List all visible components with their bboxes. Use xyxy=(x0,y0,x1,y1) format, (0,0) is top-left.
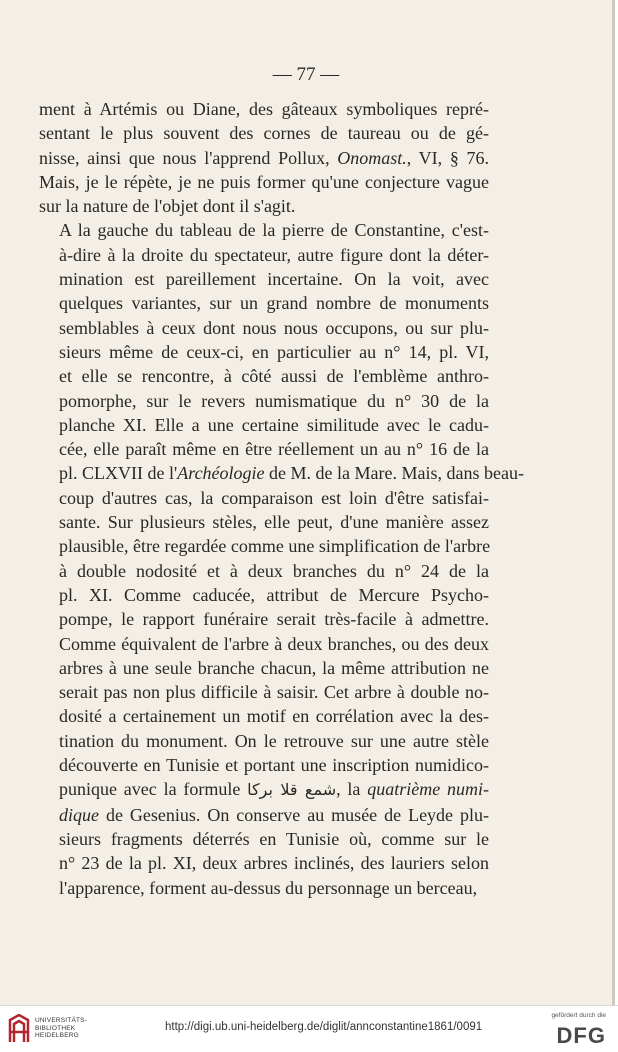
text-segment: arbres à une seule branche chacun, la même attribution ne xyxy=(59,657,489,678)
text-segment: de M. de la Mare. Mais, dans beau- xyxy=(264,463,524,484)
text-line xyxy=(39,291,489,315)
text-line xyxy=(39,777,489,802)
text-line xyxy=(39,146,489,170)
university-logo-icon xyxy=(8,1014,30,1044)
body-text xyxy=(39,97,524,900)
italic-text: Archéologie xyxy=(177,463,265,484)
paragraph xyxy=(39,97,489,218)
text-line xyxy=(39,243,489,267)
paragraph xyxy=(39,218,524,899)
text-segment: Mais, je le répète, je ne puis former qu'une conjecture vague xyxy=(39,171,489,192)
text-segment: l'apparence, forment au-dessus du personnage un berceau, xyxy=(59,877,478,898)
text-line xyxy=(39,316,489,340)
text-segment: coup d'autres cas, la comparaison est loin d'être satisfai- xyxy=(59,487,489,508)
text-segment: tination du monument. On le retrouve sur une autre stèle xyxy=(59,730,489,751)
text-line xyxy=(39,486,489,510)
library-name-line: HEIDELBERG xyxy=(35,1032,79,1039)
text-line xyxy=(39,413,489,437)
italic-text: Onomast. xyxy=(337,147,407,168)
permalink-url[interactable]: http://digi.ub.uni-heidelberg.de/diglit/annconstantine1861/0091 xyxy=(165,1021,483,1033)
page-number: — 77 — xyxy=(272,64,340,85)
text-segment: sentant le plus souvent des cornes de taureau ou de gé- xyxy=(39,123,489,144)
text-segment: pl. XI. Comme caducée, attribut de Mercure Psycho- xyxy=(59,584,489,605)
text-segment: sieurs même de ceux-ci, en particulier au n° 14, pl. VI, xyxy=(59,341,489,362)
text-line xyxy=(39,680,489,704)
text-segment: , VI, § 76. xyxy=(406,147,489,168)
text-line xyxy=(39,389,489,413)
text-line xyxy=(39,704,489,728)
text-segment: punique avec la formule xyxy=(59,779,248,800)
text-line xyxy=(39,559,489,583)
text-line xyxy=(39,851,489,875)
text-segment: découverte en Tunisie et portant une inscription numidico- xyxy=(59,755,489,776)
text-segment: pl. CLXVII de l' xyxy=(59,463,178,484)
text-line xyxy=(39,827,489,851)
text-line xyxy=(39,340,489,364)
text-line xyxy=(39,607,489,631)
text-segment: de Gesenius. On conserve au musée de Leyde plu- xyxy=(99,804,489,825)
text-line xyxy=(39,803,489,827)
text-segment: sante. Sur plusieurs stèles, elle peut, d'une manière assez xyxy=(59,512,489,533)
text-segment: A la gauche du tableau de la pierre de Constantine, c'est- xyxy=(59,220,489,241)
italic-text: quatrième numi- xyxy=(367,779,490,800)
text-segment: ment à Artémis ou Diane, des gâteaux symboliques repré- xyxy=(39,99,489,119)
library-name-line: UNIVERSITÄTS- xyxy=(35,1017,88,1024)
text-line xyxy=(39,267,489,291)
arabic-inscription: شمع قلا بركا xyxy=(247,780,337,800)
text-segment: semblables à ceux dont nous nous occupons, ou sur plu- xyxy=(59,317,489,338)
text-segment: à-dire à la droite du spectateur, autre figure dont la déter- xyxy=(59,244,489,265)
text-segment: serait pas non plus difficile à saisir. Cet arbre à double no- xyxy=(59,682,489,703)
library-name-line: BIBLIOTHEK xyxy=(35,1024,76,1032)
text-segment: et elle se rencontre, à côté aussi de l'emblème anthro- xyxy=(59,366,489,387)
text-segment: Comme équivalent de l'arbre à deux branches, ou des deux xyxy=(59,633,489,654)
text-segment: plausible, être regardée comme une simplification de l'arbre xyxy=(59,536,491,557)
text-segment: nisse, ainsi que nous l'apprend Pollux, xyxy=(39,147,338,168)
text-line xyxy=(39,218,489,242)
text-line xyxy=(39,729,489,753)
text-segment: pompe, le rapport funéraire serait très-facile à admettre. xyxy=(59,609,489,630)
text-segment: sieurs fragments déterrés en Tunisie où, comme sur le xyxy=(59,828,489,849)
funded-by-label: gefördert durch die xyxy=(551,1012,606,1019)
text-line xyxy=(39,656,489,680)
text-segment: quelques variantes, sur un grand nombre de monuments xyxy=(59,293,489,314)
text-segment: sur la nature de l'objet dont il s'agit. xyxy=(39,196,296,217)
library-name xyxy=(35,1017,87,1040)
text-line xyxy=(39,170,489,194)
text-segment: , la xyxy=(336,779,368,800)
text-line xyxy=(39,364,489,388)
italic-text: dique xyxy=(59,804,99,825)
text-segment: mination est pareillement incertaine. On la voit, avec xyxy=(59,269,489,290)
dfg-logo: DFG xyxy=(556,1023,606,1048)
text-line xyxy=(39,632,489,656)
text-line xyxy=(39,534,489,558)
text-line xyxy=(39,876,489,900)
text-segment: pomorphe, sur le revers numismatique du n° 30 de la xyxy=(59,390,489,411)
text-line xyxy=(39,510,489,534)
viewer-footer xyxy=(0,1005,618,1052)
text-segment: à double nodosité et à deux branches du n° 24 de la xyxy=(59,560,489,581)
text-line xyxy=(39,121,489,145)
text-line xyxy=(39,97,489,121)
text-segment: dosité a certainement un motif en corrélation avec la des- xyxy=(59,706,489,727)
text-line xyxy=(39,583,489,607)
text-line xyxy=(39,753,489,777)
text-line xyxy=(39,437,489,461)
text-segment: n° 23 de la pl. XI, deux arbres inclinés, des lauriers selon xyxy=(59,853,489,874)
text-line xyxy=(39,461,524,485)
text-line xyxy=(39,194,489,218)
text-segment: cée, elle paraît même en être réellement un au n° 16 de la xyxy=(59,439,489,460)
text-segment: planche XI. Elle a une certaine similitude avec le cadu- xyxy=(59,414,489,435)
